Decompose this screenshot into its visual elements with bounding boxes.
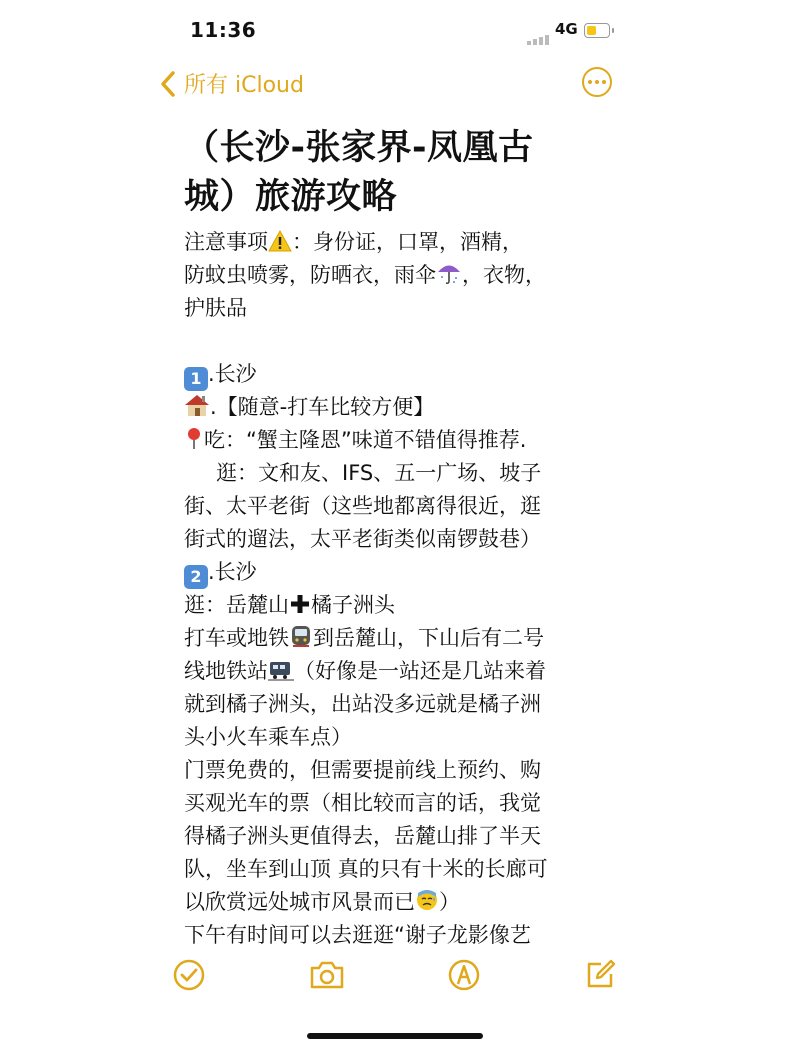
camera-icon <box>308 959 346 991</box>
compose-icon <box>583 958 617 992</box>
train-icon <box>268 657 294 681</box>
text-span: ） <box>439 890 460 914</box>
text-span: 防蚊虫喷雾，防晒衣，雨伞 <box>184 263 436 287</box>
text-span: .长沙 <box>208 362 257 386</box>
title-line: 城）旅游攻略 <box>184 177 398 217</box>
text-line: 门票免费的，但需要提前线上预约、购 <box>184 758 541 782</box>
nav-bar <box>0 62 788 110</box>
text-span: ，衣物， <box>462 263 546 287</box>
text-span: 逛：岳麓山 <box>184 593 289 617</box>
text-span: .【随意-打车比较方便】 <box>210 395 435 419</box>
text-line <box>184 886 604 919</box>
text-line: 头小火车乘车点） <box>184 725 352 749</box>
text-line: 得橘子洲头更值得去，岳麓山排了半天 <box>184 824 541 848</box>
text-span: 注意事项 <box>184 230 268 254</box>
text-line <box>184 622 604 655</box>
text-line <box>184 556 604 589</box>
text-span: 吃：“蟹主隆恩”味道不错值得推荐. <box>204 428 527 452</box>
bottom-toolbar <box>0 955 788 1005</box>
text-line <box>184 259 604 292</box>
note-title <box>184 124 604 222</box>
text-span: 线地铁站 <box>184 659 268 683</box>
compose-button[interactable] <box>580 955 620 995</box>
umbrella-icon <box>436 261 462 285</box>
text-line <box>184 589 604 622</box>
markup-button[interactable] <box>444 955 484 995</box>
markup-icon <box>447 958 481 992</box>
text-span: 橘子洲头 <box>311 593 395 617</box>
text-line <box>184 358 604 391</box>
text-span: （好像是一站还是几站来着 <box>294 659 546 683</box>
more-icon[interactable] <box>582 67 612 97</box>
warning-icon <box>268 230 292 252</box>
text-line <box>184 391 604 424</box>
text-line: 逛：文和友、IFS、五一广场、坡子 <box>216 461 542 485</box>
sweat-face-icon <box>415 888 439 912</box>
keycap-two-icon: 2 <box>184 565 208 589</box>
note-body <box>184 226 604 952</box>
checklist-button[interactable] <box>169 955 209 995</box>
text-line: 就到橘子洲头，出站没多远就是橘子洲 <box>184 692 541 716</box>
battery-level <box>587 26 596 35</box>
back-button[interactable] <box>160 68 304 99</box>
text-line: 买观光车的票（相比较而言的话，我觉 <box>184 791 541 815</box>
checklist-icon <box>172 958 206 992</box>
metro-icon <box>289 624 313 648</box>
camera-button[interactable] <box>307 955 347 995</box>
text-span: 打车或地铁 <box>184 626 289 650</box>
pin-icon <box>184 426 204 450</box>
text-line <box>184 424 604 457</box>
status-time: 11:36 <box>190 18 257 42</box>
status-bar <box>0 0 788 60</box>
text-span: .长沙 <box>208 560 257 584</box>
back-label: 所有 iCloud <box>184 73 304 98</box>
network-type: 4G <box>555 20 578 38</box>
text-span: 到岳麓山，下山后有二号 <box>313 626 544 650</box>
keycap-one-icon: 1 <box>184 367 208 391</box>
back-chevron-icon <box>160 70 176 98</box>
text-span: ：身份证，口罩，酒精， <box>292 230 523 254</box>
battery-icon <box>584 23 610 38</box>
text-line: 下午有时间可以去逛逛“谢子龙影像艺 <box>184 923 531 947</box>
text-span: 以欣赏远处城市风景而已 <box>184 890 415 914</box>
note-content[interactable] <box>184 124 604 952</box>
plus-icon <box>289 593 311 615</box>
title-line: （长沙-张家界-凤凰古 <box>184 128 534 168</box>
text-line <box>184 226 604 259</box>
house-icon <box>184 393 210 417</box>
text-line: 护肤品 <box>184 296 247 320</box>
text-line: 街、太平老街（这些地都离得很近，逛 <box>184 494 541 518</box>
text-line: 街式的遛法，太平老街类似南锣鼓巷） <box>184 527 541 551</box>
signal-icon <box>527 26 551 45</box>
blank-line <box>184 325 604 358</box>
home-indicator[interactable] <box>307 1033 483 1039</box>
text-line: 队，坐车到山顶 真的只有十米的长廊可 <box>184 857 548 881</box>
text-line <box>184 655 604 688</box>
